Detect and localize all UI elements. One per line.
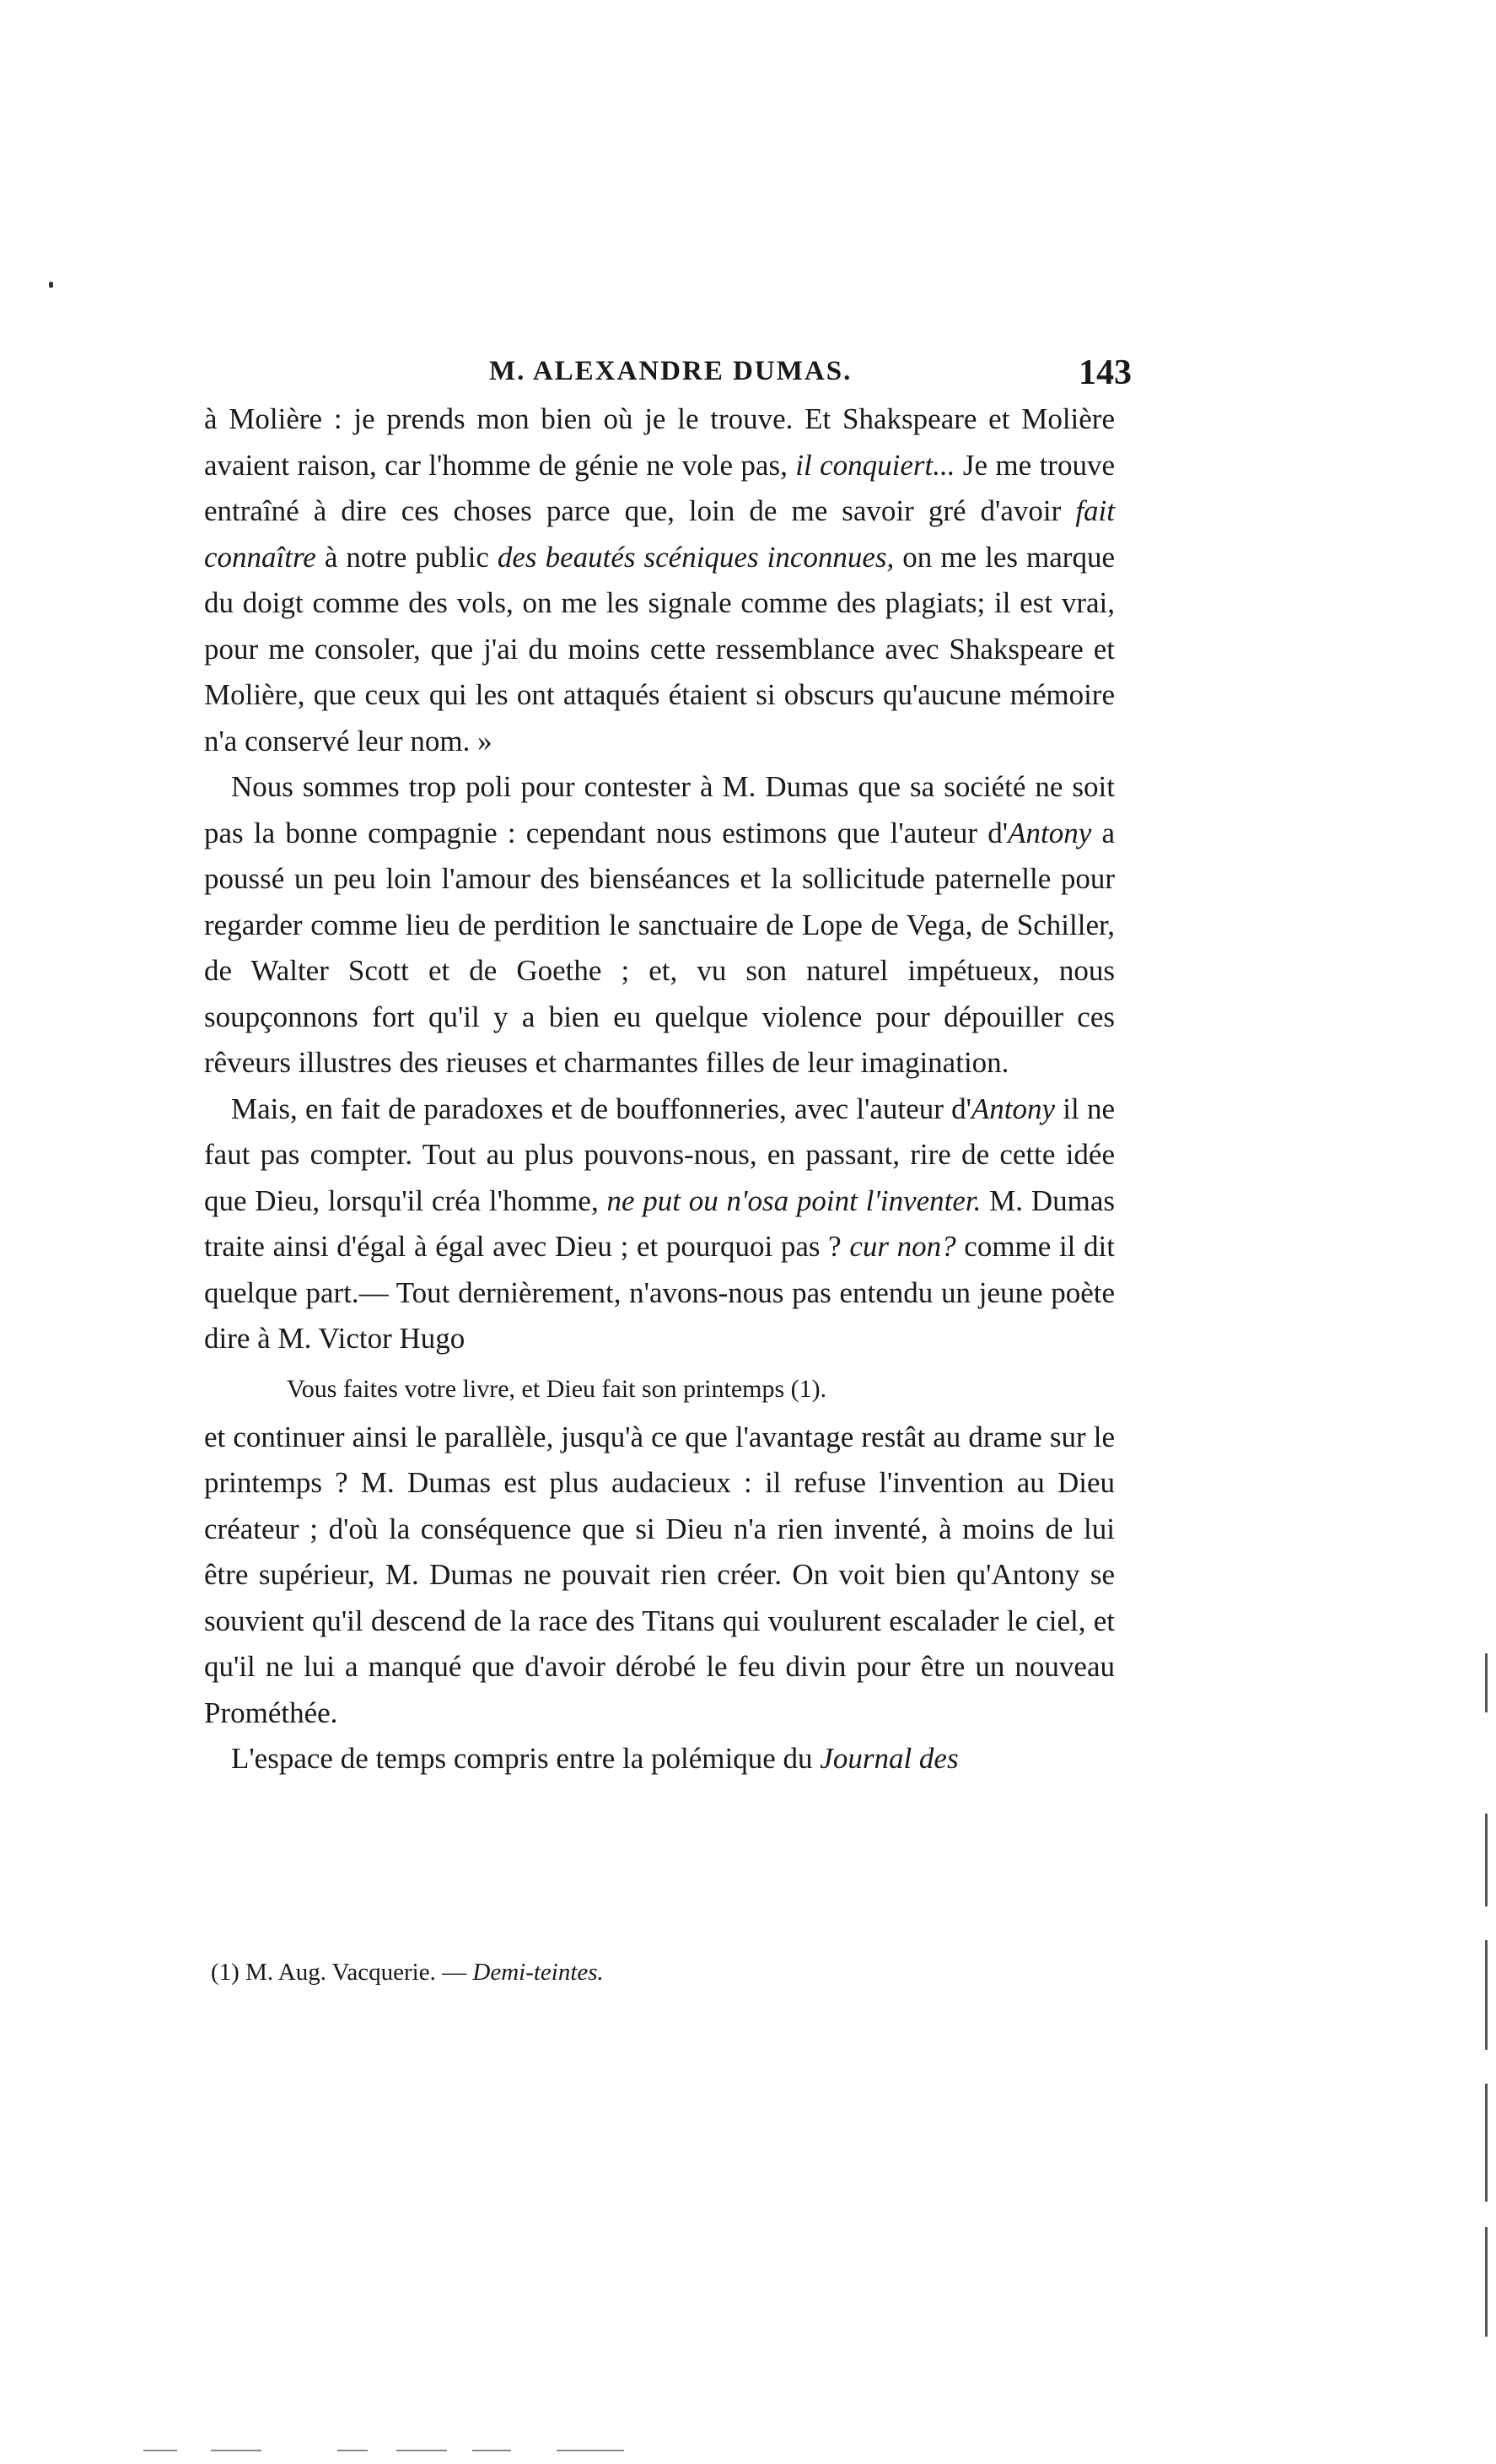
paragraph-5: L'espace de temps compris entre la polémique du Journal des <box>231 1742 959 1775</box>
running-title: M. ALEXANDRE DUMAS. <box>489 356 853 386</box>
margin-mark <box>1485 2227 1488 2337</box>
main-text <box>204 396 1115 1782</box>
margin-mark <box>1485 1814 1488 1906</box>
margin-mark <box>1485 1653 1488 1712</box>
paragraph-4: et continuer ainsi le parallèle, jusqu'à ce que l'avantage restât au drame sur le printemps ? M. Dumas est plus audacieux : il refuse l'invention au Dieu créateur ; d'où la conséquence que si Dieu n'a rien inventé, à moins de lui être supérieur, M. Dumas ne pouvait rien créer. On voit bien qu'Antony se souvient qu'il descend de la race des Titans qui voulurent escalader le ciel, et qu'il ne lui a manqué que d'avoir dérobé le feu divin pour être un nouveau Prométhée. <box>204 1420 1115 1729</box>
footnote <box>211 1959 604 1987</box>
verse-quote: Vous faites votre livre, et Dieu fait son printemps (1). <box>287 1374 827 1403</box>
paragraph-1: à Molière : je prends mon bien où je le trouve. Et Shakspeare et Molière avaient raison, car l'homme de génie ne vole pas, il conquiert... Je me trouve entraîné à dire ces choses parce que, loin de me savoir gré d'avoir fait connaître à notre public des beautés scéniques inconnues, on me les marque du doigt comme des vols, on me les signale comme des plagiats; il est vrai, pour me consoler, que j'ai du moins cette ressemblance avec Shakspeare et Molière, que ceux qui les ont attaqués étaient si obscurs qu'aucune mémoire n'a conservé leur nom. » <box>204 402 1116 758</box>
margin-mark <box>1485 1940 1488 2050</box>
scan-artifact <box>143 2450 177 2451</box>
footnote-marker: (1) <box>211 1959 239 1986</box>
footnote-author: M. Aug. Vacquerie. — <box>239 1959 473 1986</box>
paragraph-3: Mais, en fait de paradoxes et de bouffonneries, avec l'auteur d'Antony il ne faut pas compter. Tout au plus pouvons-nous, en passant, rire de cette idée que Dieu, lorsqu'il créa l'homme, ne put ou n'osa point l'inventer. M. Dumas traite ainsi d'égal à égal avec Dieu ; et pourquoi pas ? cur non? comme il dit quelque part.— Tout dernièrement, n'avons-nous pas entendu un jeune poète dire à M. Victor Hugo <box>204 1092 1116 1355</box>
running-head <box>489 353 1132 400</box>
margin-mark <box>1485 2084 1488 2202</box>
scan-artifact <box>396 2450 447 2451</box>
scan-artifact <box>472 2450 511 2451</box>
page-number: 143 <box>1079 353 1132 392</box>
scan-artifact <box>337 2450 368 2451</box>
footnote-title: Demi-teintes. <box>472 1959 604 1986</box>
paragraph-2: Nous sommes trop poli pour contester à M. Dumas que sa société ne soit pas la bonne compagnie : cependant nous estimons que l'auteur d'Antony a poussé un peu loin l'amour des bienséances et la sollicitude paternelle pour regarder comme lieu de perdition le sanctuaire de Lope de Vega, de Schiller, de Walter Scott et de Goethe ; et, vu son naturel impétueux, nous soupçonnons fort qu'il y a bien eu quelque violence pour dépouiller ces rêveurs illustres des rieuses et charmantes filles de leur imagination. <box>204 770 1115 1079</box>
scan-artifact <box>557 2450 624 2451</box>
ink-speck <box>49 282 53 288</box>
scan-artifact <box>211 2450 261 2451</box>
